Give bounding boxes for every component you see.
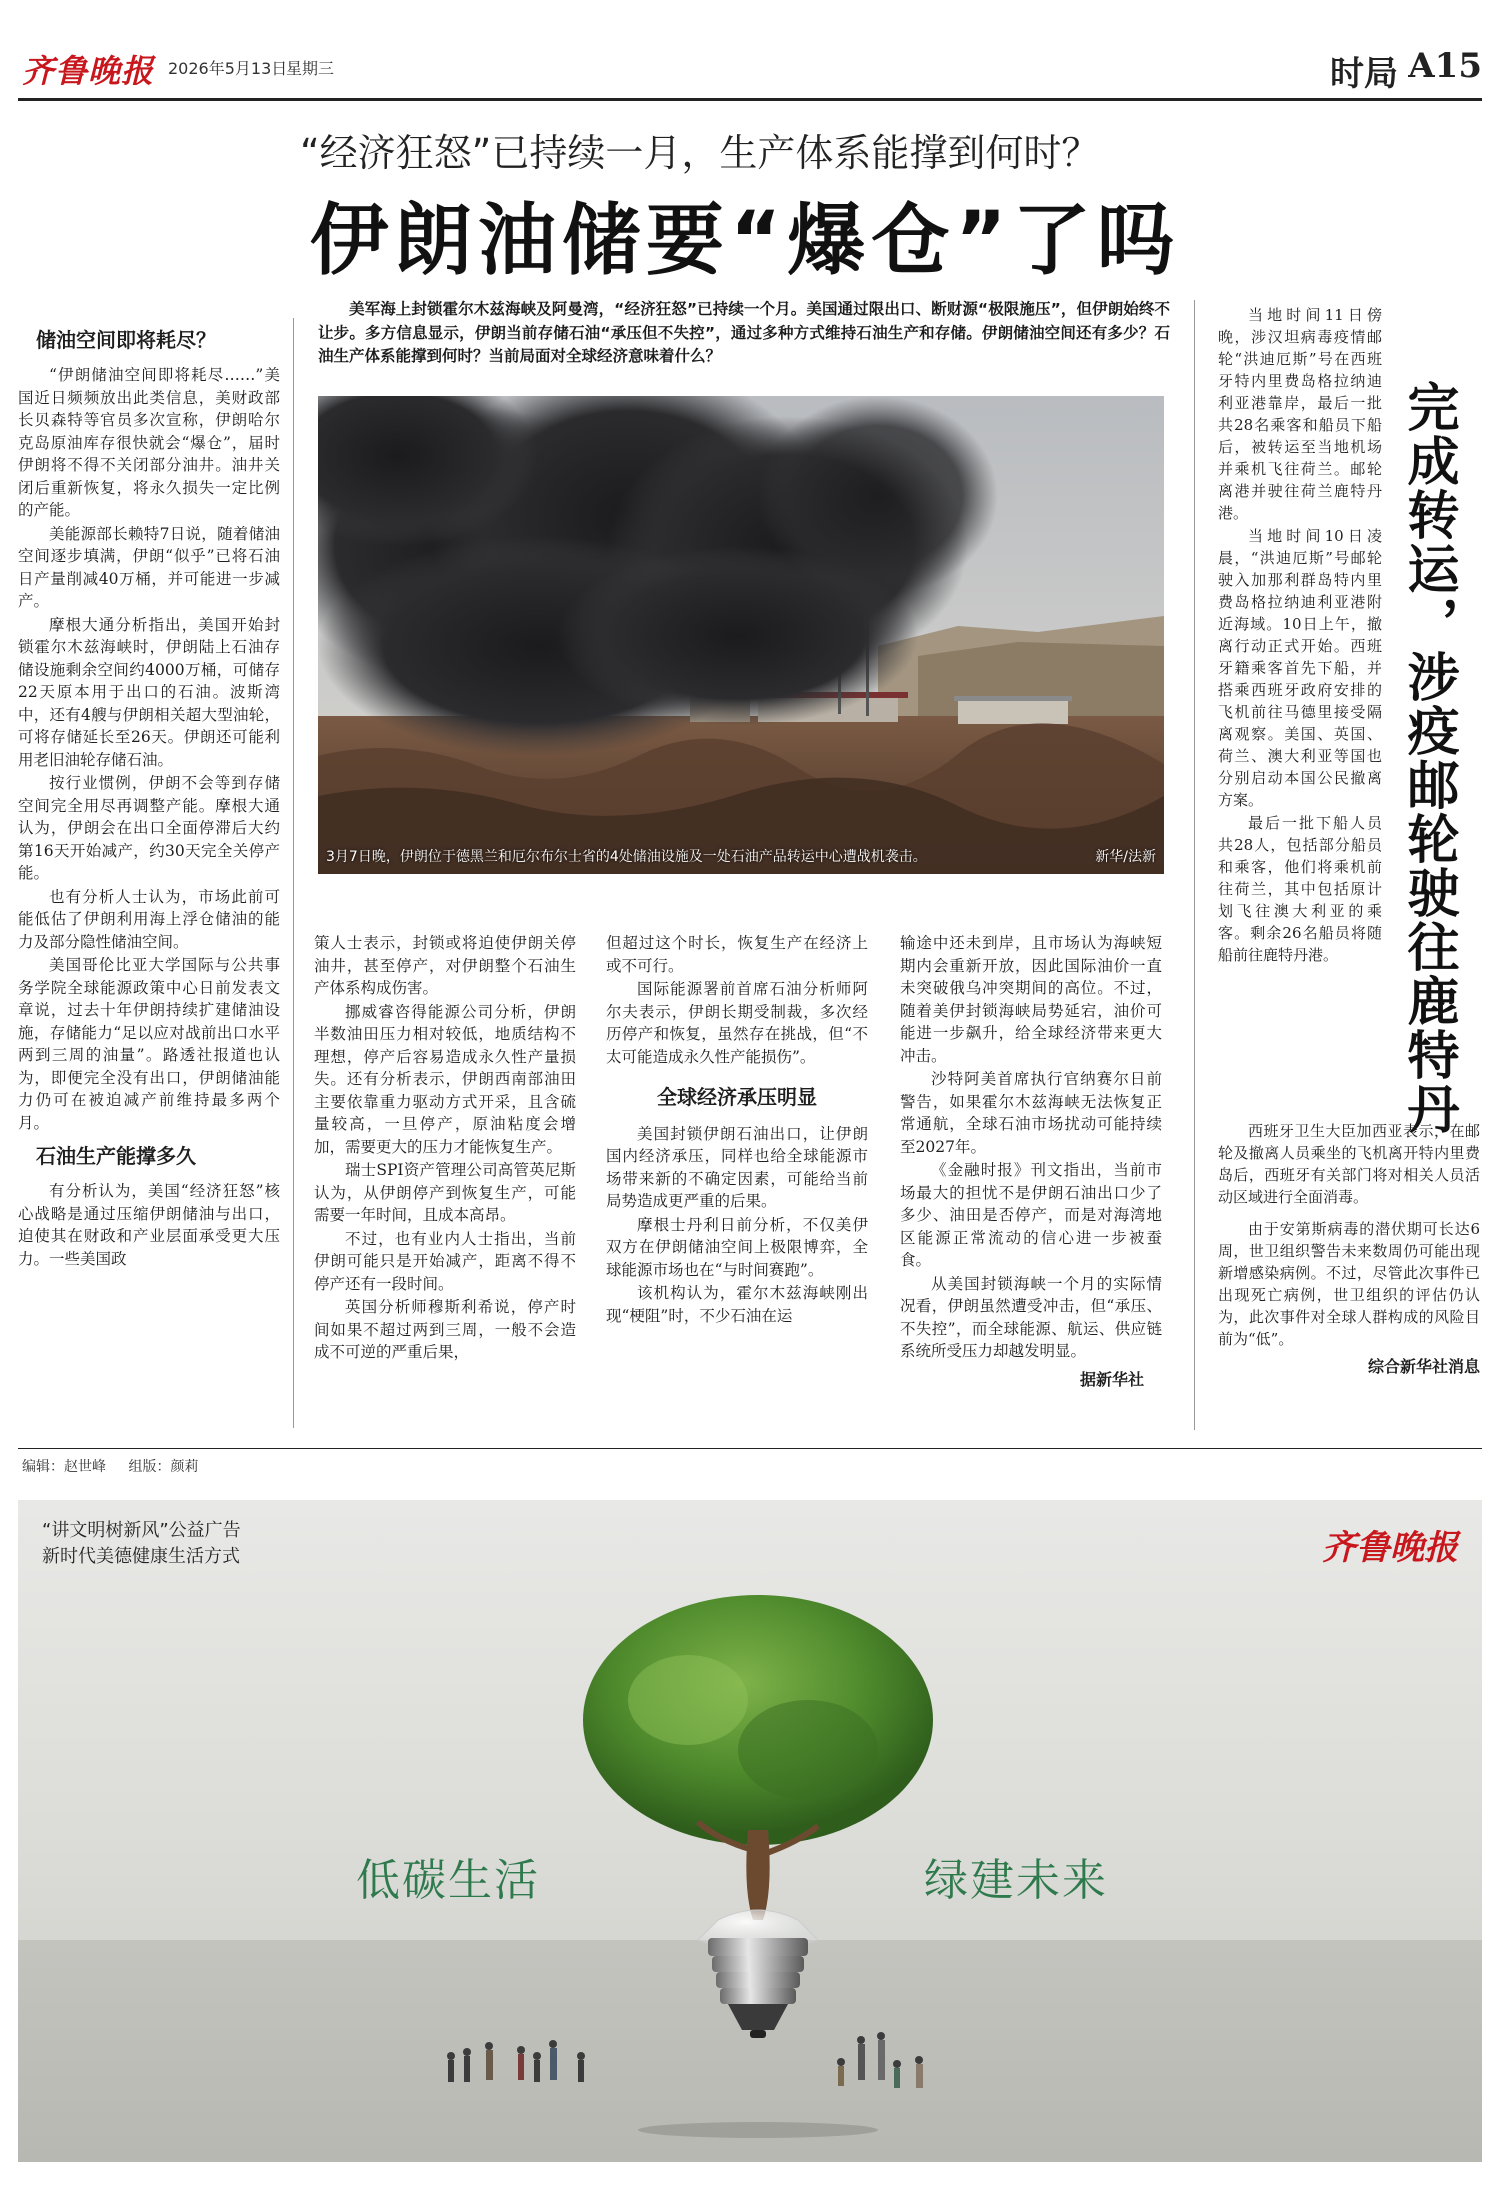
section-name: 时局	[1330, 54, 1398, 94]
subhead-global-economy: 全球经济承压明显	[657, 1085, 817, 1109]
paragraph: 摩根士丹利日前分析，不仅美伊双方在伊朗储油空间上极限博弈，全球能源市场也在“与时间赛跑”。	[606, 1215, 868, 1279]
issue-date: 2026年5月13日	[168, 59, 288, 78]
editor-credit: 编辑：赵世峰	[22, 1459, 106, 1475]
column-2	[314, 932, 576, 1365]
ad-campaign-title: “讲文明树新风”公益广告	[42, 1520, 241, 1541]
column-1	[18, 318, 280, 1271]
paragraph: 不过，也有业内人士指出，当前伊朗可能只是开始减产，距离不得不停产还有一段时间。	[314, 1229, 576, 1293]
paragraph: 从美国封锁海峡一个月的实际情况看，伊朗虽然遭受冲击，但“承压、不失控”，而全球能源、航运、供应链系统所受压力却越发明显。	[900, 1274, 1162, 1360]
paragraph: 当地时间10日凌晨，“洪迪厄斯”号邮轮驶入加那利群岛特内里费岛格拉纳迪利亚港附近海域。10日上午，撤离行动正式开始。西班牙籍乘客首先下船，并搭乘西班牙政府安排的飞机前往马德里接受隔离观察。美国、英国、荷兰、澳大利亚等国也分别启动本国公民撤离方案。	[1218, 527, 1382, 809]
footer-rule	[18, 1448, 1482, 1449]
paragraph: 最后一批下船人员共28人，包括部分船员和乘客，他们将乘机前往荷兰，其中包括原计划飞往澳大利亚的乘客。剩余26名船员将随船前往鹿特丹港。	[1218, 814, 1382, 964]
column-divider	[1194, 300, 1195, 1430]
masthead	[18, 40, 1482, 96]
ad-newspaper-logo: 齐鲁晚报	[1322, 1528, 1458, 1568]
ad-campaign-subtitle: 新时代美德健康生活方式	[42, 1546, 240, 1567]
smoke-photo-illustration	[318, 396, 1164, 874]
paragraph: 沙特阿美首席执行官纳赛尔日前警告，如果霍尔木兹海峡无法恢复正常通航，全球石油市场扰动可能持续至2027年。	[900, 1070, 1162, 1156]
paragraph: 该机构认为，霍尔木兹海峡刚出现“梗阻”时，不少石油在运	[606, 1284, 868, 1325]
paragraph: 有分析认为，美国“经济狂怒”核心战略是通过压缩伊朗储油与出口，迫使其在财政和产业层面承受更大压力。一些美国政	[18, 1182, 280, 1268]
paragraph: 《金融时报》刊文指出，当前市场最大的担忧不是伊朗石油出口少了多少、油田是否停产，而是对海湾地区能源正常流动的信心进一步被蚕食。	[900, 1161, 1162, 1269]
side-story-top	[1218, 304, 1382, 967]
photo-credit: 新华/法新	[1095, 849, 1156, 865]
subhead-production: 石油生产能撑多久	[36, 1144, 196, 1168]
photo-caption: 3月7日晚，伊朗位于德黑兰和厄尔布尔士省的4处储油设施及一处石油产品转运中心遭战机袭击。	[326, 849, 927, 865]
subhead-storage: 储油空间即将耗尽？	[36, 328, 216, 352]
paragraph: 策人士表示，封锁或将迫使伊朗关停油井，甚至停产，对伊朗整个石油生产体系构成伤害。	[314, 934, 576, 997]
paragraph: 但超过这个时长，恢复生产在经济上或不可行。	[606, 934, 868, 975]
paragraph: 美能源部长赖特7日说，随着储油空间逐步填满，伊朗“似乎”已将石油日产量削减40万桶，并可能进一步减产。	[18, 524, 280, 610]
page-credits	[22, 1456, 216, 1476]
paragraph: “伊朗储油空间即将耗尽……”美国近日频频放出此类信息，美财政部长贝森特等官员多次宣称，伊朗哈尔克岛原油库存很快就会“爆仓”，届时伊朗将不得不关闭部分油井。油井关闭后重新恢复，将永久损失一定比例的产能。	[18, 366, 280, 519]
issue-weekday: 星期三	[286, 59, 335, 78]
paragraph: 西班牙卫生大臣加西亚表示，在邮轮及撤离人员乘坐的飞机离开特内里费岛后，西班牙有关部门将对相关人员活动区域进行全面消毒。	[1218, 1122, 1480, 1206]
newspaper-logo[interactable]: 齐鲁晚报	[22, 52, 155, 90]
photo-caption-bar	[326, 846, 1156, 866]
column-divider	[293, 318, 294, 1428]
paragraph: 按行业惯例，伊朗不会等到存储空间完全用尽再调整产能。摩根大通认为，伊朗会在出口全面停滞后大约第16天开始减产，约30天完全关停产能。	[18, 774, 280, 882]
paragraph: 由于安第斯病毒的潜伏期可长达6周，世卫组织警告未来数周仍可能出现新增感染病例。不过，尽管此次事件已出现死亡病例，世卫组织的评估仍认为，此次事件对全球人群构成的风险目前为“低”。	[1218, 1220, 1480, 1348]
paragraph: 美国哥伦比亚大学国际与公共事务学院全球能源政策中心日前发表文章说，过去十年伊朗持续扩建储油设施，存储能力“足以应对战前出口水平两到三周的油量”。路透社报道也认为，即便完全没有出口，伊朗储油能力仍可在被迫减产前维持最多两个月。	[18, 956, 280, 1132]
layout-credit: 组版：颜莉	[128, 1459, 199, 1475]
public-service-ad[interactable]	[18, 1500, 1482, 2162]
paragraph: 挪威睿咨得能源公司分析，伊朗半数油田压力相对较低，地质结构不理想，停产后容易造成永久性产量损失。还有分析表示，伊朗西南部油田主要依靠重力驱动方式开采，且含硫量较高，一旦停产，原油粘度会增加，需要更大的压力才能恢复生产。	[314, 1002, 576, 1156]
headline-title: 伊朗油储要“爆仓”了吗	[310, 196, 1181, 286]
paragraph: 瑞士SPI资产管理公司高管英尼斯认为，从伊朗停产到恢复生产，可能需要一年时间，且成本高昂。	[314, 1161, 576, 1224]
paragraph: 英国分析师穆斯利希说，停产时间如果不超过两到三周，一般不会造成不可逆的严重后果，	[314, 1298, 576, 1361]
headline-kicker: “经济狂怒”已持续一月，生产体系能撑到何时？	[300, 131, 1100, 175]
crowd-figures	[438, 2020, 1078, 2100]
side-story-title: 完成转运，涉疫邮轮驶往鹿特丹	[1398, 380, 1458, 1136]
ad-slogan-right: 绿建未来	[924, 1855, 1108, 1906]
paragraph: 输途中还未到岸，且市场认为海峡短期内会重新开放，因此国际油价一直未突破俄乌冲突期间的高位。不过，随着美伊封锁海峡局势延宕，油价可能进一步飙升，给全球经济带来更大冲击。	[900, 934, 1162, 1065]
article-lead: 美军海上封锁霍尔木兹海峡及阿曼湾，“经济狂怒”已持续一个月。美国通过限出口、断财源“极限施压”，但伊朗始终不让步。多方信息显示，伊朗当前存储石油“承压但不失控”，通过多种方式维持石油生产和存储。伊朗储油空间还有多少？石油生产体系能撑到何时？当前局面对全球经济意味着什么？	[318, 300, 1170, 365]
masthead-rule	[18, 98, 1482, 101]
article-source: 据新华社	[1079, 1369, 1144, 1389]
paragraph: 也有分析人士认为，市场此前可能低估了伊朗利用海上浮仓储油的能力及部分隐性储油空间。	[18, 887, 280, 951]
side-story-bottom	[1218, 1120, 1480, 1378]
paragraph: 当地时间11日傍晚，涉汉坦病毒疫情邮轮“洪迪厄斯”号在西班牙特内里费岛格拉纳迪利亚港靠岸，最后一批共28名乘客和船员下船后，被转运至当地机场并乘机飞往荷兰。邮轮离港并驶往荷兰鹿特丹港。	[1218, 306, 1382, 522]
column-4	[900, 932, 1162, 1391]
news-photo	[318, 396, 1164, 874]
ad-slogan-left: 低碳生活	[356, 1855, 540, 1906]
paragraph: 美国封锁伊朗石油出口，让伊朗国内经济承压，同样也给全球能源市场带来新的不确定因素，可能给当前局势造成更严重的后果。	[606, 1124, 868, 1210]
column-3	[606, 932, 868, 1328]
page-number: A15	[1408, 46, 1482, 86]
paragraph: 国际能源署前首席石油分析师阿尔夫表示，伊朗长期受制裁，多次经历停产和恢复，虽然存在挑战，但“不太可能造成永久性产能损伤”。	[606, 980, 868, 1066]
paragraph: 摩根大通分析指出，美国开始封锁霍尔木兹海峡时，伊朗陆上石油存储设施剩余空间约4000万桶，可储存22天原本用于出口的石油。波斯湾中，还有4艘与伊朗相关超大型油轮，可将存储延长至26天。伊朗还可能利用老旧油轮存储石油。	[18, 615, 280, 769]
side-story-source: 综合新华社消息	[1367, 1357, 1480, 1376]
